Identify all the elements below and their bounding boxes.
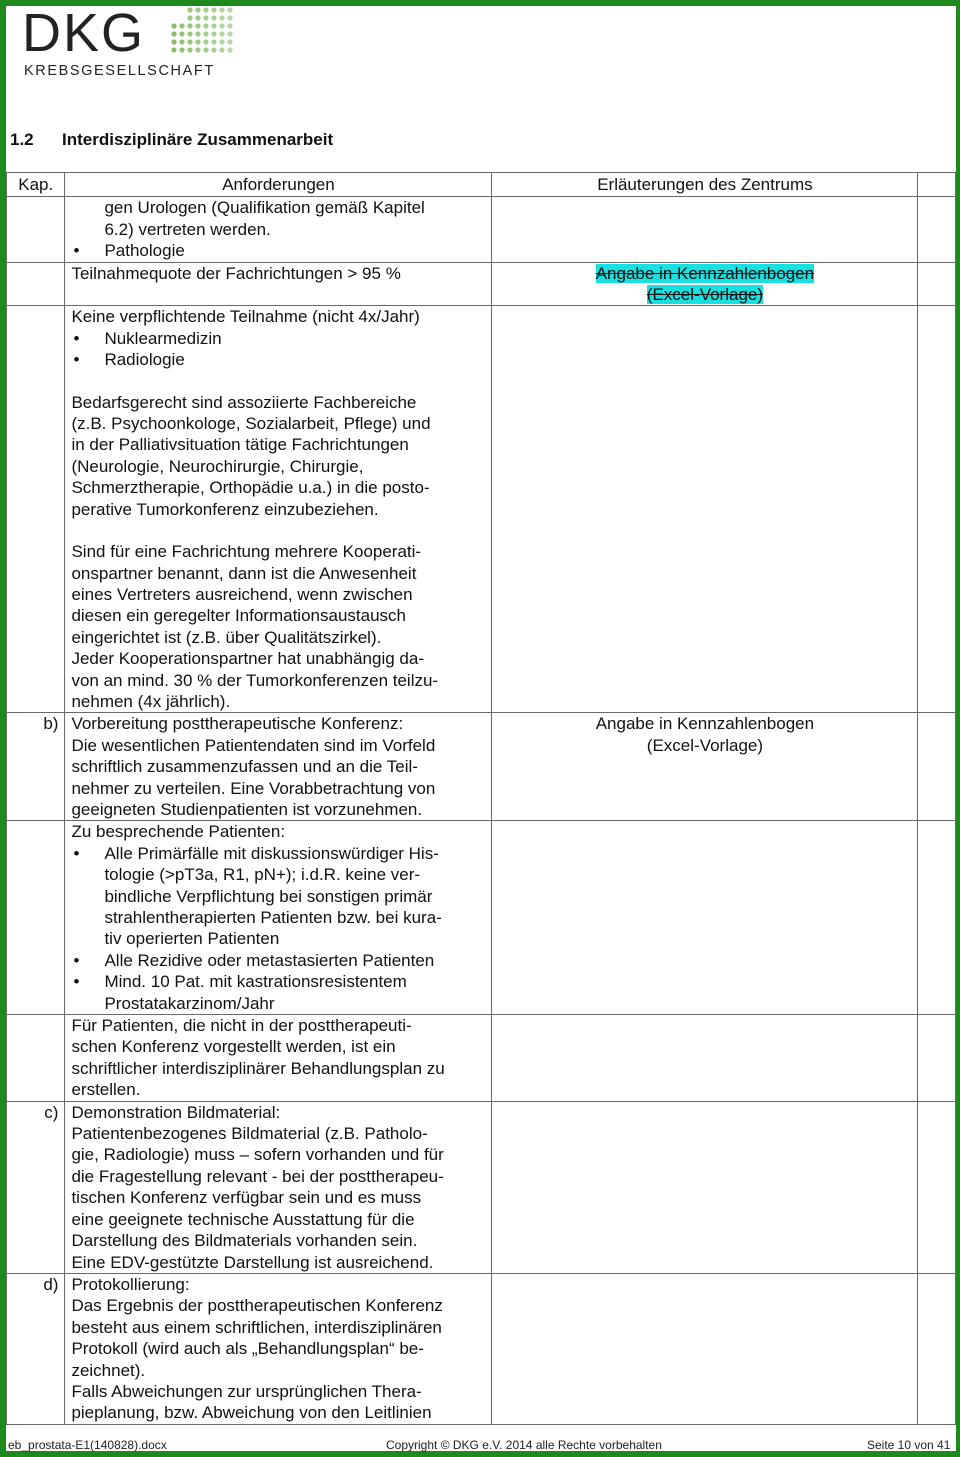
text-line: erstellen. — [71, 1080, 141, 1100]
text-line: eine geeignete technische Ausstattung für die — [71, 1209, 415, 1229]
requirement-cell — [65, 821, 492, 1015]
text-line: Protokollierung: — [71, 1274, 190, 1294]
list-item: • Mind. 10 Pat. mit kastrationsresistentem Prostatakarzinom/Jahr — [71, 971, 485, 1014]
text-line: Demonstration Bildmaterial: — [71, 1102, 281, 1122]
text-line: besteht aus einem schriftlichen, interdisziplinären — [71, 1317, 442, 1337]
explanation-cell — [492, 262, 918, 306]
requirement-cell: Teilnahmequote der Fachrichtungen > 95 % — [65, 262, 492, 306]
text-line: (z.B. Psychoonkologe, Sozialarbeit, Pflege) und — [71, 414, 431, 434]
text-line: schen Konferenz vorgestellt werden, ist ein — [71, 1037, 396, 1057]
header-extra — [918, 173, 956, 197]
explanation-line: Angabe in Kennzahlenbogen — [595, 263, 815, 283]
table-row — [7, 197, 956, 262]
text-line: Vorbereitung posttherapeutische Konferenz: — [71, 714, 404, 734]
extra-cell — [918, 821, 956, 1015]
text-line: Sind für eine Fachrichtung mehrere Kooperati- — [71, 542, 422, 562]
requirement-cell — [65, 197, 492, 262]
list-item: • Radiologie — [71, 349, 485, 370]
text-line: Jeder Kooperationspartner hat unabhängig da- — [71, 649, 424, 669]
extra-cell — [918, 1015, 956, 1102]
extra-cell — [918, 1273, 956, 1424]
text-line: pieplanung, bzw. Abweichung von den Leitlinien — [71, 1403, 432, 1423]
text-line: (Neurologie, Neurochirurgie, Chirurgie, — [71, 456, 364, 476]
text-line: onspartner benannt, dann ist die Anwesenheit — [71, 563, 417, 583]
text-line: tischen Konferenz verfügbar sein und es muss — [71, 1188, 422, 1208]
explanation-cell — [492, 1273, 918, 1424]
extra-cell — [918, 1101, 956, 1273]
kap-cell — [7, 262, 65, 306]
table-row — [7, 262, 956, 306]
table-row — [7, 1273, 956, 1424]
logo-subtitle: KREBSGESELLSCHAFT — [24, 63, 215, 79]
explanation-cell — [492, 197, 918, 262]
table-header-row — [7, 173, 956, 197]
list-item: • Alle Primärfälle mit diskussionswürdiger His- tologie (>pT3a, R1, pN+); i.d.R. keine ver- bindliche Verpflichtung bei sonstigen primär strahlentherapierten Patienten bzw. bei kura- tiv operierten Patienten — [71, 843, 485, 950]
requirement-cell — [65, 713, 492, 821]
text-line: die Fragestellung relevant - bei der posttherapeu- — [71, 1166, 444, 1186]
requirement-cell — [65, 1015, 492, 1102]
text-line: Das Ergebnis der posttherapeutischen Konferenz — [71, 1296, 443, 1316]
dkg-logo — [22, 3, 222, 80]
header-anforderungen: Anforderungen — [65, 173, 492, 197]
text-line: Für Patienten, die nicht in der posttherapeuti- — [71, 1016, 412, 1036]
extra-cell — [918, 262, 956, 306]
text-line: Protokoll (wird auch als „Behandlungsplan“ be- — [71, 1339, 424, 1359]
kap-cell — [7, 1015, 65, 1102]
header-kap: Kap. — [7, 173, 65, 197]
kap-cell — [7, 821, 65, 1015]
kap-cell: c) — [7, 1101, 65, 1273]
text-line: Schmerztherapie, Orthopädie u.a.) in die posto- — [71, 478, 430, 498]
table-row — [7, 306, 956, 713]
list-item: • Nuklearmedizin — [71, 328, 485, 349]
explanation-cell — [492, 713, 918, 821]
text-line: nehmen (4x jährlich). — [71, 691, 231, 711]
text-line: geeigneten Studienpatienten ist vorzunehmen. — [71, 799, 423, 819]
text-line: Bedarfsgerecht sind assoziierte Fachbereiche — [71, 392, 417, 412]
section-heading — [10, 130, 333, 150]
text-line: Die wesentlichen Patientendaten sind im Vorfeld — [71, 735, 436, 755]
section-title: Interdisziplinäre Zusammenarbeit — [62, 130, 334, 149]
table-row — [7, 1101, 956, 1273]
section-number: 1.2 — [10, 130, 34, 149]
text-line: Zu besprechende Patienten: — [71, 822, 286, 842]
list-item: • Alle Rezidive oder metastasierten Patienten — [71, 950, 485, 971]
requirements-table — [6, 172, 956, 1425]
kap-cell — [7, 197, 65, 262]
explanation-line: (Excel-Vorlage) — [646, 735, 764, 755]
header-erlaeuterungen: Erläuterungen des Zentrums — [492, 173, 918, 197]
text-line: in der Palliativsituation tätige Fachrichtungen — [71, 435, 409, 455]
extra-cell — [918, 713, 956, 821]
table-row — [7, 821, 956, 1015]
logo-dot-grid-icon — [170, 6, 240, 56]
extra-cell — [918, 306, 956, 713]
explanation-cell — [492, 821, 918, 1015]
text-line: schriftlicher interdisziplinärer Behandlungsplan zu — [71, 1058, 445, 1078]
kap-cell: d) — [7, 1273, 65, 1424]
text-line: gie, Radiologie) muss – sofern vorhanden und für — [71, 1145, 444, 1165]
text-line: eines Vertreters ausreichend, wenn zwischen — [71, 584, 413, 604]
text-line: eingerichtet ist (z.B. über Qualitätszirkel). — [71, 627, 382, 647]
text-line: nehmer zu verteilen. Eine Vorabbetrachtung von — [71, 778, 436, 798]
kap-cell — [7, 306, 65, 713]
requirement-cell — [65, 306, 492, 713]
table-row — [7, 1015, 956, 1102]
footer-filename: eb_prostata-E1(140828).docx — [8, 1438, 167, 1452]
text-line: diesen ein geregelter Informationsaustausch — [71, 606, 406, 626]
text-line: perative Tumorkonferenz einzubeziehen. — [71, 499, 379, 519]
text-line: Darstellung des Bildmaterials vorhanden sein. — [71, 1231, 418, 1251]
text-line: 6.2) vertreten werden. — [104, 219, 271, 239]
explanation-line: (Excel-Vorlage) — [646, 285, 764, 305]
text-line: zeichnet). — [71, 1360, 146, 1380]
table-row — [7, 713, 956, 821]
explanation-line: Angabe in Kennzahlenbogen — [595, 714, 815, 734]
text-line: Keine verpflichtende Teilnahme (nicht 4x/Jahr) — [71, 307, 420, 327]
explanation-cell — [492, 1101, 918, 1273]
footer-page-number: Seite 10 von 41 — [867, 1438, 951, 1452]
extra-cell — [918, 197, 956, 262]
text-line: Falls Abweichungen zur ursprünglichen Thera- — [71, 1381, 422, 1401]
footer-copyright: Copyright © DKG e.V. 2014 alle Rechte vorbehalten — [386, 1438, 662, 1452]
requirement-cell — [65, 1273, 492, 1424]
list-item: • Pathologie — [71, 240, 485, 261]
text-line: schriftlich zusammenzufassen und an die Teil- — [71, 757, 418, 777]
text-line: von an mind. 30 % der Tumorkonferenzen teilzu- — [71, 670, 439, 690]
text-line: gen Urologen (Qualifikation gemäß Kapitel — [104, 198, 425, 218]
text-line: Eine EDV-gestützte Darstellung ist ausreichend. — [71, 1252, 434, 1272]
explanation-cell — [492, 306, 918, 713]
explanation-cell — [492, 1015, 918, 1102]
kap-cell: b) — [7, 713, 65, 821]
logo-text: DKG — [22, 3, 146, 63]
requirement-cell — [65, 1101, 492, 1273]
text-line: Patientenbezogenes Bildmaterial (z.B. Patholo- — [71, 1124, 428, 1144]
